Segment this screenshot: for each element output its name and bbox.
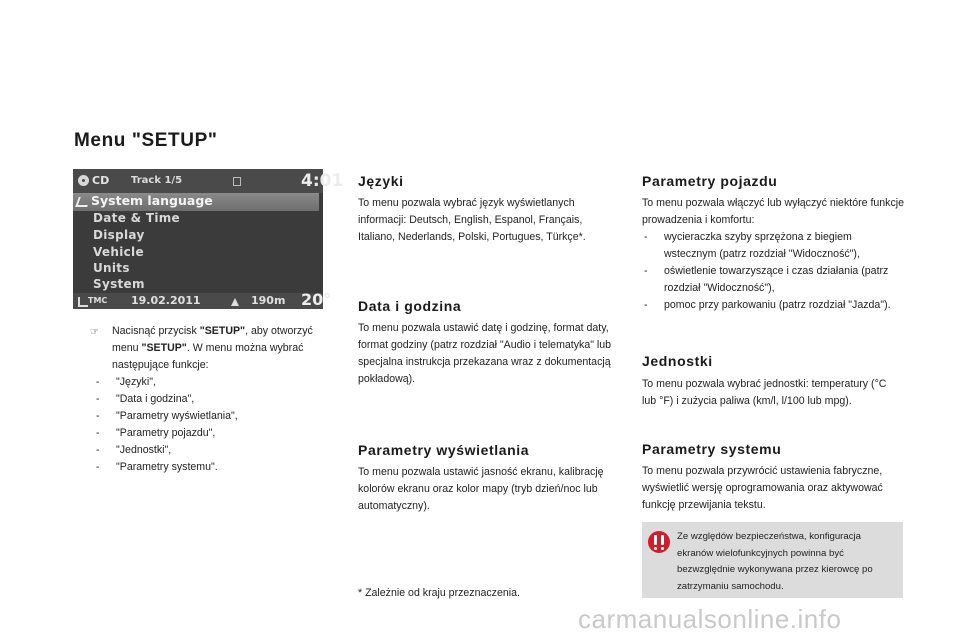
exclamation-warning-icon (648, 531, 670, 553)
warning-text: Ze względów bezpieczeństwa, konfiguracja ekranów wielofunkcyjnych powinna być bezwzględnie wykonywana przez kierowcę po zatrzymaniu samochodu. (677, 531, 873, 592)
altitude-icon (231, 298, 239, 306)
text-date-time: To menu pozwala ustawić datę i godzinę, format daty, format godziny (patrz rozdział "Audio i telematyka" lub specjalna instrukcja przekazana wraz z dokumentacją pokładową). (358, 322, 612, 385)
list-item: - pomoc przy parkowaniu (patrz rozdział "Jazda"). (642, 297, 906, 314)
page-title: Menu "SETUP" (74, 130, 218, 151)
tmc-icon (78, 297, 88, 307)
screen-menu-item: Units (93, 261, 130, 275)
instruction-post: . W menu można wybrać następujące funkcje: (112, 342, 304, 371)
heading-date-time: Data i godzina (358, 298, 462, 314)
watermark: carmanualsonline.info (578, 604, 842, 634)
list-item: - "Jednostki", (94, 442, 340, 459)
text-languages: To menu pozwala wybrać język wyświetlanych informacji: Deutsch, English, Espanol, Français, Italiano, Nederlands, Polski, Portugues, Türkçe*. (358, 197, 586, 243)
list-item: - "Parametry wyświetlania", (94, 408, 340, 425)
heading-system: Parametry systemu (642, 441, 782, 457)
setup-keyword: "SETUP" (199, 325, 246, 337)
instruction-mid: , aby otworzyć menu (112, 325, 313, 354)
screen-menu-item-selected: System language (91, 193, 213, 208)
heading-display: Parametry wyświetlania (358, 442, 530, 458)
instruction-pre: Nacisnąć przycisk (112, 325, 200, 337)
heading-languages: Języki (358, 173, 404, 189)
screen-tmc: TMC (88, 296, 108, 305)
list-item: - "Języki", (94, 374, 340, 391)
list-item: - "Parametry systemu". (94, 459, 340, 476)
function-list (94, 374, 340, 476)
text-vehicle: To menu pozwala włączyć lub wyłączyć niektóre funkcje prowadzenia i komfortu: (642, 197, 905, 226)
setup-screen-image (73, 169, 344, 309)
text-display: To menu pozwala ustawić jasność ekranu, kalibrację kolorów ekranu oraz kolor mapy (tryb dzień/noc lub automatyczny). (358, 466, 604, 512)
footnote: * Zależnie od kraju przeznaczenia. (358, 587, 520, 599)
list-item: - wycieraczka szyby sprzężona z biegiem wstecznym (patrz rozdział "Widoczność"), (642, 229, 906, 263)
screen-source: CD (92, 174, 110, 187)
screen-temperature: 20° (301, 290, 332, 309)
list-item: - "Data i godzina", (94, 391, 340, 408)
screen-menu-item: Date & Time (93, 211, 180, 225)
screen-track: Track 1/5 (131, 175, 183, 186)
list-item: - oświetlenie towarzyszące i czas działania (patrz rozdział "Widoczność"), (642, 263, 906, 297)
screen-menu-item: System (93, 277, 145, 291)
pointing-finger-icon: ☞ (90, 327, 99, 338)
list-item: - "Parametry pojazdu", (94, 425, 340, 442)
instruction-text (112, 323, 340, 374)
heading-units: Jednostki (642, 353, 713, 369)
screen-clock: 4:01 (301, 171, 344, 191)
text-units: To menu pozwala wybrać jednostki: temperatury (°C lub °F) i zużycia paliwa (km/l, l/100 lub mpg). (642, 378, 887, 407)
screen-menu-item: Display (93, 228, 145, 242)
heading-vehicle: Parametry pojazdu (642, 173, 778, 189)
vehicle-function-list (642, 229, 906, 314)
screen-status-bar (73, 169, 323, 193)
screen-altitude: 190m (251, 294, 286, 307)
volume-icon (233, 177, 241, 186)
cd-icon (78, 175, 89, 186)
screen-date: 19.02.2011 (131, 294, 201, 307)
setup-keyword: "SETUP" (141, 342, 187, 354)
text-system: To menu pozwala przywrócić ustawienia fabryczne, wyświetlić wersję oprogramowania oraz aktywować funkcję przewijania tekstu. (642, 465, 883, 511)
screen-menu-item: Vehicle (93, 245, 144, 259)
